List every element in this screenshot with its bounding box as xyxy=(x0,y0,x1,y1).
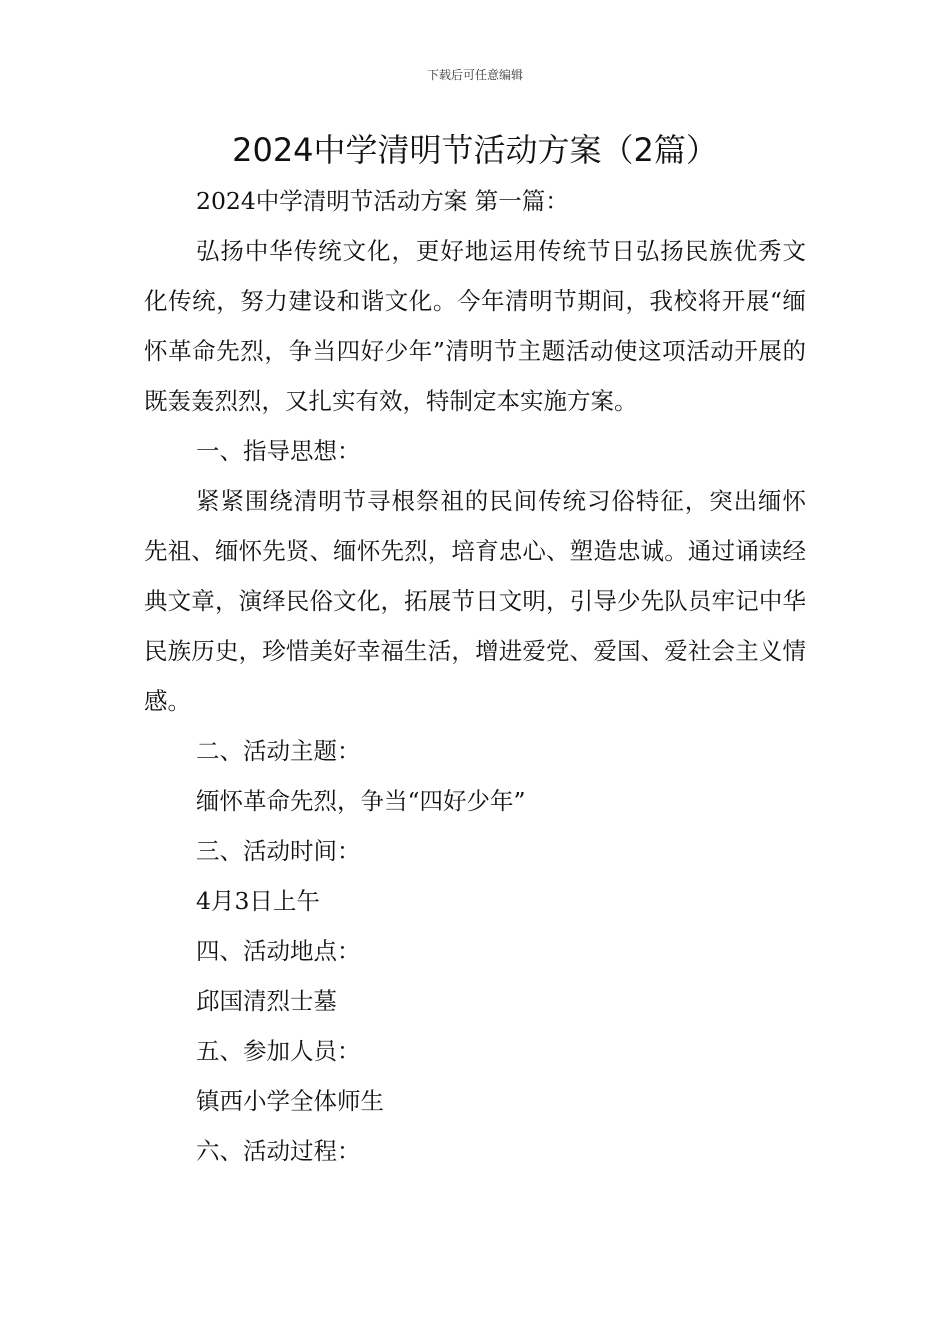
text-activity-theme: 缅怀革命先烈，争当“四好少年” xyxy=(196,787,526,815)
text-participants: 镇西小学全体师生 xyxy=(196,1087,384,1115)
document-body xyxy=(144,176,806,1176)
heading-activity-process: 六、活动过程： xyxy=(196,1137,361,1165)
document-title: 2024中学清明节活动方案（2篇） xyxy=(232,131,718,169)
heading-activity-location: 四、活动地点： xyxy=(196,937,361,965)
heading-activity-time: 三、活动时间： xyxy=(196,837,361,865)
text-activity-time: 4月3日上午 xyxy=(196,887,320,915)
header-note: 下载后可任意编辑 xyxy=(426,68,523,82)
heading-guiding-ideology: 一、指导思想： xyxy=(196,437,361,465)
section-intro-heading: 2024中学清明节活动方案 第一篇： xyxy=(196,187,569,215)
paragraph-intro: 弘扬中华传统文化，更好地运用传统节日弘扬民族优秀文化传统，努力建设和谐文化。今年清明节期间，我校将开展“缅怀革命先烈，争当四好少年”清明节主题活动使这项活动开展的既轰轰烈烈，又扎实有效，特制定本实施方案。 xyxy=(144,237,806,415)
paragraph-guiding-ideology: 紧紧围绕清明节寻根祭祖的民间传统习俗特征，突出缅怀先祖、缅怀先贤、缅怀先烈，培育忠心、塑造忠诚。通过诵读经典文章，演绎民俗文化，拓展节日文明，引导少先队员牢记中华民族历史，珍惜美好幸福生活，增进爱党、爱国、爱社会主义情感。 xyxy=(144,487,806,715)
heading-participants: 五、参加人员： xyxy=(196,1037,361,1065)
heading-activity-theme: 二、活动主题： xyxy=(196,737,361,765)
text-activity-location: 邱国清烈士墓 xyxy=(196,987,337,1015)
